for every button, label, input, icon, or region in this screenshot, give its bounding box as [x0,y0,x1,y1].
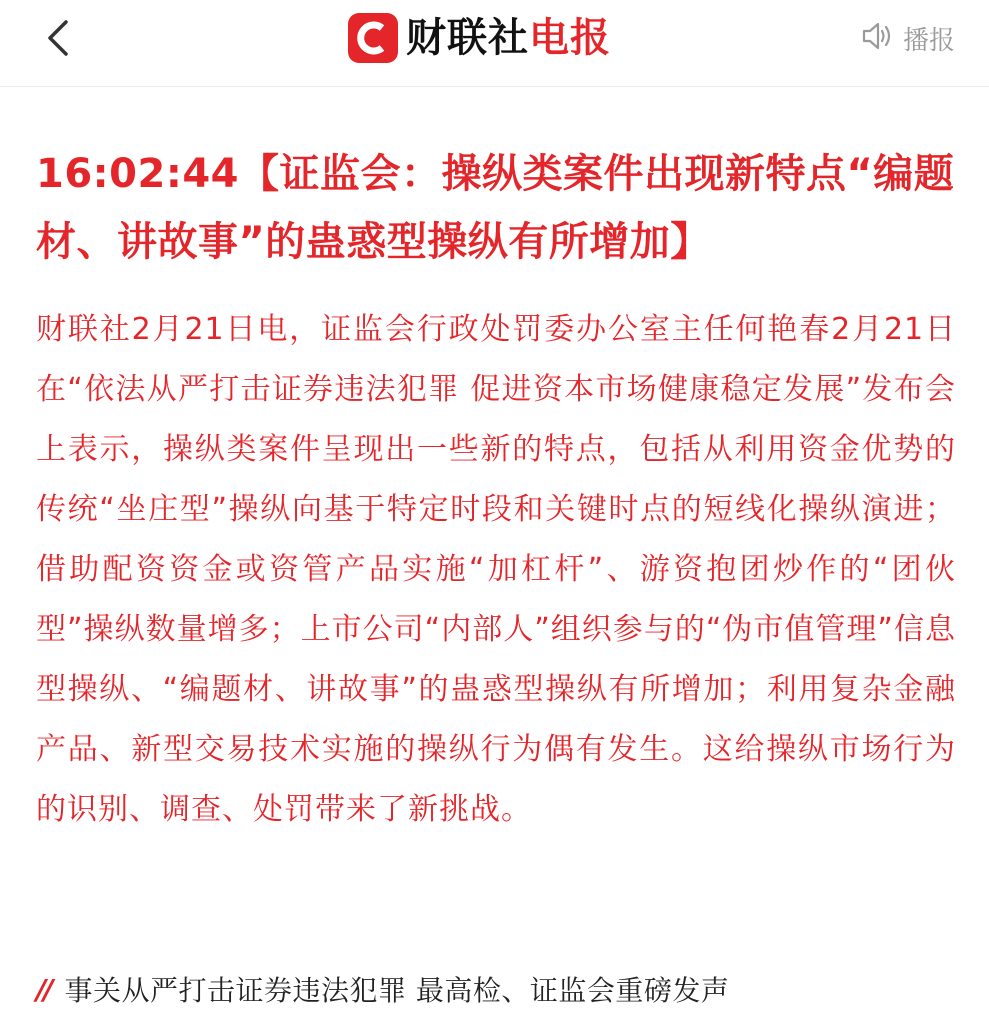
brand-header [348,12,611,64]
article-body: 财联社2月21日电，证监会行政处罚委办公室主任何艳春2月21日在“依法从严打击证券违法犯罪 促进资本市场健康稳定发展”发布会上表示，操纵类案件呈现出一些新的特点，包括从利用资金优势的传统“坐庄型”操纵向基于特定时段和关键时点的短线化操纵演进；借助配资资金或资管产品实施“加杠杆”、游资抱团炒作的“团伙型”操纵数量增多；上市公司“内部人”组织参与的“伪市值管理”信息型操纵、“编题材、讲故事”的蛊惑型操纵有所增加；利用复杂金融产品、新型交易技术实施的操纵行为偶有发生。这给操纵市场行为的识别、调查、处罚带来了新挑战。 [36,312,956,827]
broadcast-label: 播报 [902,25,955,56]
brand-name-primary: 财联社 [406,15,529,61]
speaker-icon [859,18,895,58]
chevron-left-icon [40,14,80,62]
cls-logo [348,13,398,63]
back-button[interactable] [40,14,80,62]
double-slash-icon: // [36,972,51,1006]
top-navigation-bar [0,0,989,87]
related-article-title: 事关从严打击证券违法犯罪 最高检、证监会重磅发声 [64,974,730,1007]
brand-name [406,12,611,64]
related-article-link[interactable] [36,962,966,1016]
brand-name-secondary: 电报 [529,15,611,61]
broadcast-button[interactable] [859,18,955,58]
article-headline: 16:02:44【证监会：操纵类案件出现新特点“编题材、讲故事”的蛊惑型操纵有所增加】 [36,151,955,265]
